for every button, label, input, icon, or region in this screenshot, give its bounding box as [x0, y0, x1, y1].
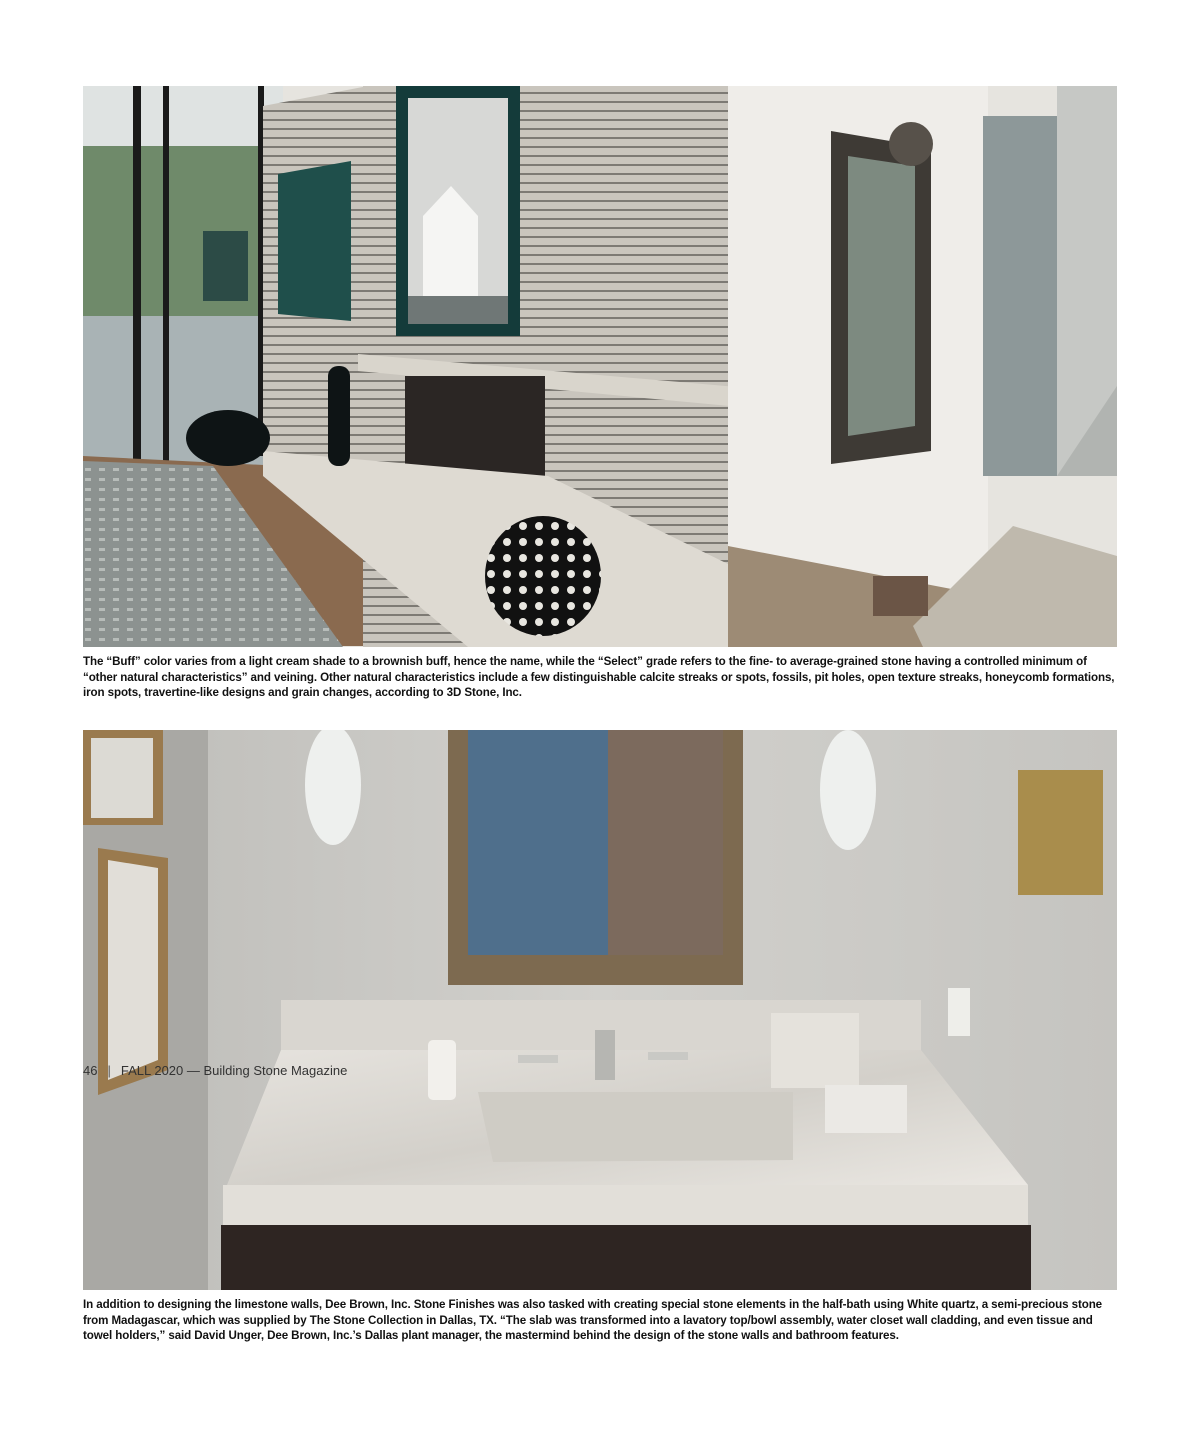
bathroom-photo-illustration — [83, 730, 1117, 1290]
footer-separator: | — [107, 1063, 111, 1078]
bathroom-photo — [83, 730, 1117, 1290]
page-footer — [83, 1063, 347, 1078]
page-number: 46 — [83, 1063, 98, 1078]
issue-label: FALL 2020 — [120, 1063, 184, 1078]
bottom-photo-caption: In addition to designing the limestone walls, Dee Brown, Inc. Stone Finishes was also tasked with creating special stone elements in the half-bath using White quartz, a semi-precious stone from Madagascar, which was supplied by The Stone Collection in Dallas, TX. “The slab was transformed into a lavatory top/bowl assembly, water closet wall cladding, and even tissue and towel holders,” said David Unger, Dee Brown, Inc.’s Dallas plant manager, the mastermind behind the design of the stone walls and bathroom features. — [83, 1298, 1103, 1343]
top-photo-caption: The “Buff” color varies from a light cream shade to a brownish buff, hence the name, while the “Select” grade refers to the fine- to average-grained stone having a controlled minimum of “other natural characteristics” and veining. Other natural characteristics include a few distinguishable calcite streaks or spots, fossils, pit holes, open texture streaks, honeycomb formations, iron spots, travertine-like designs and grain changes, according to 3D Stone, Inc. — [83, 655, 1115, 700]
fireplace-photo — [83, 86, 1117, 647]
publication-name: — Building Stone Magazine — [186, 1063, 348, 1078]
fireplace-photo-illustration — [83, 86, 1117, 647]
